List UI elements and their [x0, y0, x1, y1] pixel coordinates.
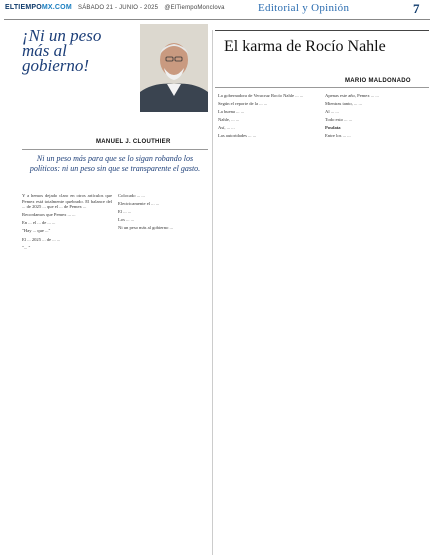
- page-number: 7: [413, 1, 420, 16]
- paragraph: Nahle, ... ...: [218, 117, 240, 123]
- header-divider: [4, 19, 430, 20]
- left-article-column-2: [118, 193, 208, 555]
- paragraph: La gobernadora de Veracruz Rocío Nahle ... ...: [218, 93, 304, 98]
- paragraph: Ni un peso más al gobierno ...: [118, 225, 173, 231]
- social-handle: @ElTiempoMonclova: [164, 5, 225, 11]
- paragraph: Al ... ...: [325, 109, 339, 115]
- issue-date: SÁBADO 21 - JUNIO - 2025: [78, 5, 159, 11]
- paragraph: Todo esto ... ...: [325, 117, 353, 123]
- left-article-author: MANUEL J. CLOUTHIER: [96, 139, 171, 145]
- paragraph: Así, ... ...: [218, 125, 235, 131]
- author-portrait-image: [140, 24, 208, 112]
- left-article-title: ¡Ni un peso más al gobierno!: [22, 26, 102, 75]
- paragraph: Los ... ...: [118, 217, 135, 223]
- paragraph: Según el reporte de la ... ...: [218, 101, 268, 107]
- right-article-author: MARIO MALDONADO: [345, 78, 411, 84]
- column-separator: [212, 30, 213, 555]
- paragraph: Entre los ... ...: [325, 133, 351, 139]
- paragraph: Apenas este año, Pemex ... ...: [325, 93, 379, 98]
- page-header: [0, 0, 433, 22]
- brand-name: ELTIEMPO: [5, 4, 42, 11]
- paragraph: "Hay ... que ...": [22, 228, 51, 234]
- paragraph: El ... ...: [118, 209, 132, 215]
- section-title: Editorial y Opinión: [258, 2, 350, 14]
- right-article-column-1: [218, 93, 318, 555]
- paragraph: Electricamente el ... ...: [118, 201, 160, 207]
- brand: [5, 4, 225, 11]
- paragraph: "... ": [22, 244, 31, 250]
- paragraph: Mientras tanto, ... ...: [325, 101, 362, 107]
- brand-domain: MX.COM: [41, 4, 72, 11]
- paragraph: Colocado ... ...: [118, 193, 145, 198]
- left-author-divider: [22, 149, 208, 150]
- right-article-author-divider: [215, 87, 429, 88]
- paragraph: La buena ... ...: [218, 109, 245, 115]
- left-article-subhead: Ni un peso más para que se lo sigan robando los políticos: ni un peso sin que se transparente el gasto.: [29, 154, 201, 173]
- left-article-column-1: [22, 193, 112, 555]
- author-photo: [140, 24, 208, 112]
- paragraph: El ... 2025 ... de ... ...: [22, 236, 61, 242]
- right-article-top-divider: [215, 30, 429, 31]
- paragraph: Y a hemos dejado claro en otros artículos que Pemex está totalmente quebrado. El balance del ... de 2025 ... que el ... de Pemex ...: [22, 193, 112, 210]
- paragraph: Las autoridades ... ...: [218, 133, 257, 139]
- paragraph: Recordamos que Pemex ... ...: [22, 212, 76, 218]
- right-article-column-2: [325, 93, 427, 555]
- right-article-title: El karma de Rocío Nahle: [224, 38, 386, 55]
- paragraph-heading: Posdata: [325, 125, 341, 131]
- paragraph: En ... el ... de ... ...: [22, 220, 56, 226]
